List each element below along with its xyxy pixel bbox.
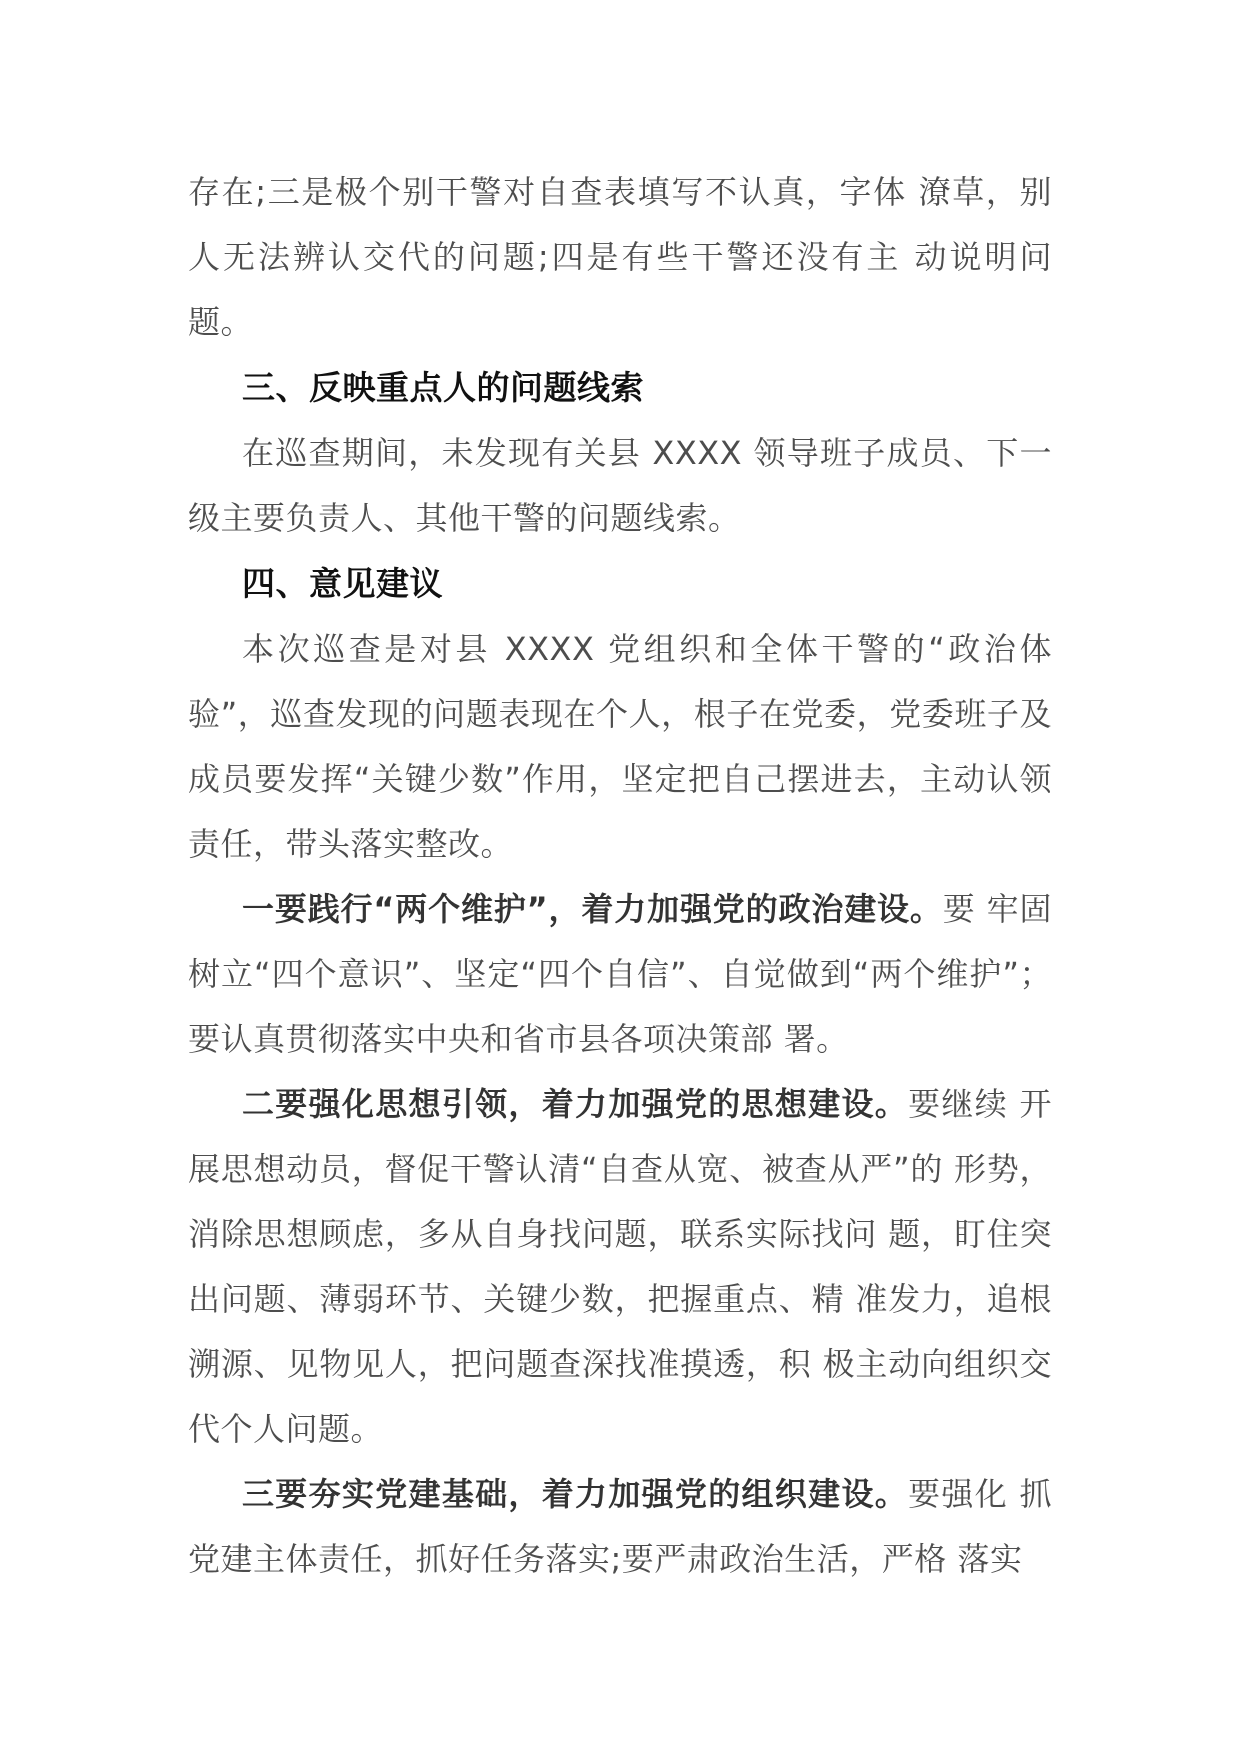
body-paragraph: 存在;三是极个别干警对自查表填写不认真，字体 潦草，别人无法辨认交代的问题;四是有些干警还没有主 动说明问题。 bbox=[188, 173, 1052, 341]
recommendation-paragraph-2 bbox=[188, 1072, 1052, 1462]
section-heading-3: 三、反映重点人的问题线索 bbox=[242, 368, 644, 407]
recommendation-paragraph-1 bbox=[188, 877, 1052, 1072]
recommendation-body: 要强化 抓党建主体责任，抓好任务落实;要严肃政治生活，严格 落实 bbox=[188, 1475, 1052, 1578]
recommendation-lead: 三要夯实党建基础，着力加强党的组织建设。 bbox=[242, 1475, 909, 1513]
recommendation-body: 要继续 开展思想动员，督促干警认清“自查从宽、被查从严”的 形势，消除思想顾虑，多从自身找问题，联系实际找问 题，盯住突出问题、薄弱环节、关键少数，把握重点、精 准发力，追根溯源、见物见人，把问题查深找准摸透，积 极主动向组织交代个人问题。 bbox=[188, 1085, 1052, 1448]
body-paragraph: 在巡查期间，未发现有关县 XXXX 领导班子成员、下一级主要负责人、其他干警的问题线索。 bbox=[188, 434, 1052, 537]
recommendation-lead: 一要践行“两个维护”，着力加强党的政治建设。 bbox=[242, 890, 943, 928]
section-heading-4: 四、意见建议 bbox=[242, 564, 443, 603]
body-paragraph: 本次巡查是对县 XXXX 党组织和全体干警的“政治体验”，巡查发现的问题表现在个人，根子在党委，党委班子及成员要发挥“关键少数”作用，坚定把自己摆进去，主动认领责任，带头落实整改。 bbox=[188, 630, 1052, 863]
recommendation-paragraph-3 bbox=[188, 1462, 1052, 1592]
recommendation-body: 要 牢固树立“四个意识”、坚定“四个自信”、自觉做到“两个维护”；要认真贯彻落实中央和省市县各项决策部 署。 bbox=[188, 890, 1052, 1058]
recommendation-lead: 二要强化思想引领，着力加强党的思想建设。 bbox=[242, 1085, 909, 1123]
